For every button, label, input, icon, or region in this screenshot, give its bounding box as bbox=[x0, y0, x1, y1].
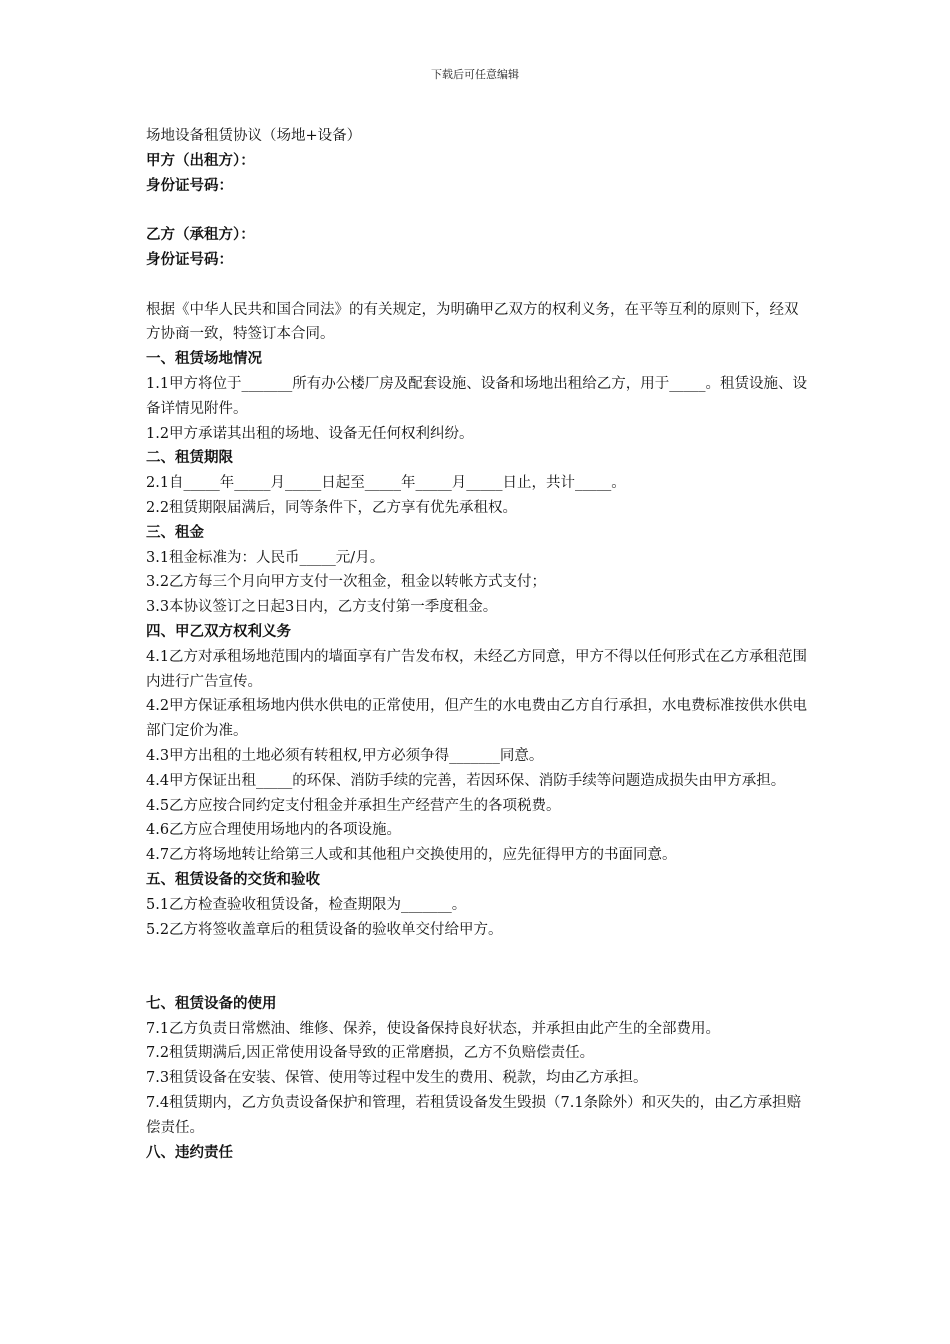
clause-4-1: 4.1乙方对承租场地范围内的墙面享有广告发布权，未经乙方同意，甲方不得以任何形式在乙方承租范围内进行广告宣传。 bbox=[146, 648, 808, 690]
clause-4-7: 4.7乙方将场地转让给第三人或和其他租户交换使用的，应先征得甲方的书面同意。 bbox=[146, 847, 677, 864]
spacer bbox=[146, 273, 810, 298]
clause-1-2: 1.2甲方承诺其出租的场地、设备无任何权利纠纷。 bbox=[146, 425, 474, 442]
party-a-id-label: 身份证号码： bbox=[146, 176, 233, 194]
clause-7-2: 7.2租赁期满后,因正常使用设备导致的正常磨损，乙方不负赔偿责任。 bbox=[146, 1045, 595, 1062]
section-heading-1: 一、租赁场地情况 bbox=[146, 350, 262, 368]
clause-4-3: 4.3甲方出租的土地必须有转租权,甲方必须争得_______同意。 bbox=[146, 747, 544, 764]
spacer bbox=[146, 942, 810, 992]
section-heading-7: 七、租赁设备的使用 bbox=[146, 994, 277, 1012]
clause-2-1: 2.1自_____年_____月_____日起至_____年_____月_____日止，共计_____。 bbox=[146, 475, 626, 492]
clause-1-1: 1.1甲方将位于_______所有办公楼厂房及配套设施、设备和场地出租给乙方，用于_____。租赁设施、设备详情见附件。 bbox=[146, 375, 808, 417]
section-heading-8: 八、违约责任 bbox=[146, 1143, 233, 1161]
section-heading-5: 五、租赁设备的交货和验收 bbox=[146, 870, 320, 888]
section-heading-4: 四、甲乙双方权利义务 bbox=[146, 622, 291, 640]
party-a-label: 甲方（出租方）： bbox=[146, 151, 255, 169]
spacer bbox=[146, 198, 810, 223]
clause-5-1: 5.1乙方检查验收租赁设备，检查期限为_______。 bbox=[146, 896, 467, 913]
page-header: 下载后可任意编辑 bbox=[431, 68, 519, 81]
clause-3-2: 3.2乙方每三个月向甲方支付一次租金，租金以转帐方式支付； bbox=[146, 574, 547, 591]
party-b-label: 乙方（承租方）： bbox=[146, 226, 255, 244]
clause-3-1: 3.1租金标准为：人民币_____元/月。 bbox=[146, 549, 385, 566]
section-heading-3: 三、租金 bbox=[146, 523, 204, 541]
clause-3-3: 3.3本协议签订之日起3日内，乙方支付第一季度租金。 bbox=[146, 599, 498, 616]
party-b-id-label: 身份证号码： bbox=[146, 250, 233, 268]
clause-7-1: 7.1乙方负责日常燃油、维修、保养，使设备保持良好状态，并承担由此产生的全部费用。 bbox=[146, 1020, 721, 1037]
clause-2-2: 2.2租赁期限届满后，同等条件下，乙方享有优先承租权。 bbox=[146, 499, 518, 516]
clause-7-4: 7.4租赁期内，乙方负责设备保护和管理，若租赁设备发生毁损（7.1条除外）和灭失的，由乙方承担赔偿责任。 bbox=[146, 1095, 802, 1136]
clause-5-2: 5.2乙方将签收盖章后的租赁设备的验收单交付给甲方。 bbox=[146, 921, 503, 938]
clause-4-5: 4.5乙方应按合同约定支付租金并承担生产经营产生的各项税费。 bbox=[146, 797, 561, 814]
clause-7-3: 7.3租赁设备在安装、保管、使用等过程中发生的费用、税款，均由乙方承担。 bbox=[146, 1070, 648, 1087]
preamble-paragraph: 根据《中华人民共和国合同法》的有关规定，为明确甲乙双方的权利义务，在平等互利的原则下，经双方协商一致，特签订本合同。 bbox=[146, 301, 799, 343]
clause-4-4: 4.4甲方保证出租_____的环保、消防手续的完善，若因环保、消防手续等问题造成损失由甲方承担。 bbox=[146, 772, 786, 789]
document-title: 场地设备租赁协议（场地+设备） bbox=[146, 128, 362, 144]
clause-4-2: 4.2甲方保证承租场地内供水供电的正常使用，但产生的水电费由乙方自行承担，水电费标准按供水供电部门定价为准。 bbox=[146, 698, 808, 740]
contract-document bbox=[146, 124, 810, 1165]
section-heading-2: 二、租赁期限 bbox=[146, 449, 233, 467]
clause-4-6: 4.6乙方应合理使用场地内的各项设施。 bbox=[146, 822, 402, 839]
